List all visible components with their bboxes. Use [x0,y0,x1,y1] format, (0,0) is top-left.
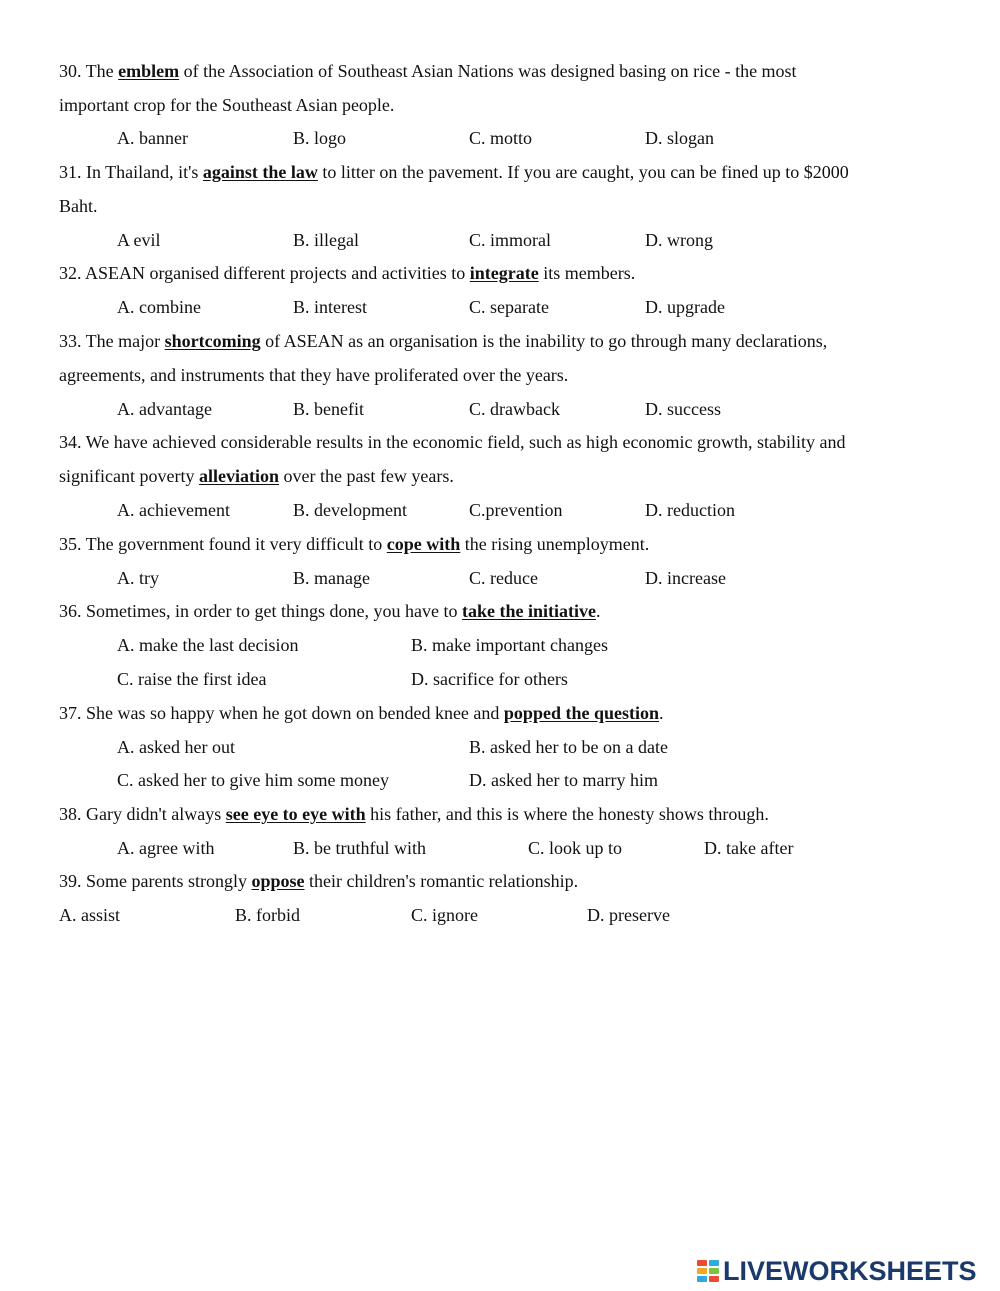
question-39-option-b: B. forbid [235,905,300,925]
question-39-option-a: A. assist [59,905,121,925]
question-33-keyword: shortcoming [164,331,261,351]
question-37-option-b: B. asked her to be on a date [469,737,668,757]
question-35-option-c: C. reduce [469,568,538,588]
brand-name: LIVEWORKSHEETS [723,1255,977,1286]
question-34-option-a: A. achievement [117,500,230,520]
question-36-option-d: D. sacrifice for others [411,669,568,689]
question-35-keyword: cope with [386,534,461,554]
question-34-keyword: alleviation [198,466,279,486]
question-39-option-c: C. ignore [411,905,478,925]
question-33-option-a: A. advantage [117,399,212,419]
question-30-option-c: C. motto [469,128,533,148]
question-35-option-d: D. increase [645,568,726,588]
question-35-option-b: B. manage [293,568,370,588]
question-30-stem-line2: important crop for the Southeast Asian people. [59,95,395,115]
question-31-option-a: A evil [117,230,161,250]
question-38-option-b: B. be truthful with [293,838,426,858]
question-36-option-c: C. raise the first idea [117,669,267,689]
question-38-keyword: see eye to eye with [225,804,366,824]
question-32-option-a: A. combine [117,297,201,317]
question-30-stem: 30. The emblem of the Association of Southeast Asian Nations was designed basing on rice - the most [59,61,797,81]
liveworksheets-logo [697,1254,997,1288]
question-32-option-c: C. separate [469,297,549,317]
question-33-stem-line2: agreements, and instruments that they have proliferated over the years. [59,365,569,385]
question-34-option-b: B. development [293,500,407,520]
question-37-option-c: C. asked her to give him some money [117,770,389,790]
question-32-option-b: B. interest [293,297,367,317]
question-38-option-c: C. look up to [528,838,623,858]
question-37-option-d: D. asked her to marry him [469,770,658,790]
question-31-stem: 31. In Thailand, it's against the law to litter on the pavement. If you are caught, you can be fined up to $2000 [59,162,849,182]
question-36-stem: 36. Sometimes, in order to get things done, you have to take the initiative. [59,601,601,621]
question-30-option-a: A. banner [117,128,188,148]
question-31-option-b: B. illegal [293,230,359,250]
question-32-keyword: integrate [469,263,539,283]
question-33-option-c: C. drawback [469,399,560,419]
question-34-stem-line2: significant poverty alleviation over the past few years. [59,466,454,486]
question-31-option-d: D. wrong [645,230,713,250]
question-38-option-d: D. take after [704,838,794,858]
logo-mark-icon [697,1257,721,1285]
question-37-option-a: A. asked her out [117,737,235,757]
question-33-stem: 33. The major shortcoming of ASEAN as an organisation is the inability to go through many declarations, [59,331,828,351]
question-37-stem: 37. She was so happy when he got down on bended knee and popped the question. [59,703,664,723]
question-38-option-a: A. agree with [117,838,215,858]
question-38-stem: 38. Gary didn't always see eye to eye with his father, and this is where the honesty shows through. [59,804,769,824]
question-33-option-d: D. success [645,399,721,419]
question-35-option-a: A. try [117,568,159,588]
question-30-option-b: B. logo [293,128,347,148]
question-30-option-d: D. slogan [645,128,714,148]
question-30-keyword: emblem [118,61,180,81]
question-31-option-c: C. immoral [469,230,551,250]
question-31-stem-line2: Baht. [59,196,98,216]
question-39-keyword: oppose [251,871,305,891]
question-32-stem: 32. ASEAN organised different projects and activities to integrate its members. [59,263,636,283]
question-36-option-a: A. make the last decision [117,635,299,655]
question-35-stem: 35. The government found it very difficult to cope with the rising unemployment. [59,534,650,554]
question-33-option-b: B. benefit [293,399,364,419]
question-34-option-c: C.prevention [469,500,563,520]
question-39-option-d: D. preserve [587,905,670,925]
question-31-keyword: against the law [202,162,318,182]
question-37-keyword: popped the question [503,703,659,723]
question-34-option-d: D. reduction [645,500,735,520]
question-36-keyword: take the initiative [461,601,596,621]
question-39-stem: 39. Some parents strongly oppose their children's romantic relationship. [59,871,579,891]
question-34-stem: 34. We have achieved considerable results in the economic field, such as high economic growth, stability and [59,432,846,452]
question-36-option-b: B. make important changes [411,635,608,655]
question-32-option-d: D. upgrade [645,297,725,317]
